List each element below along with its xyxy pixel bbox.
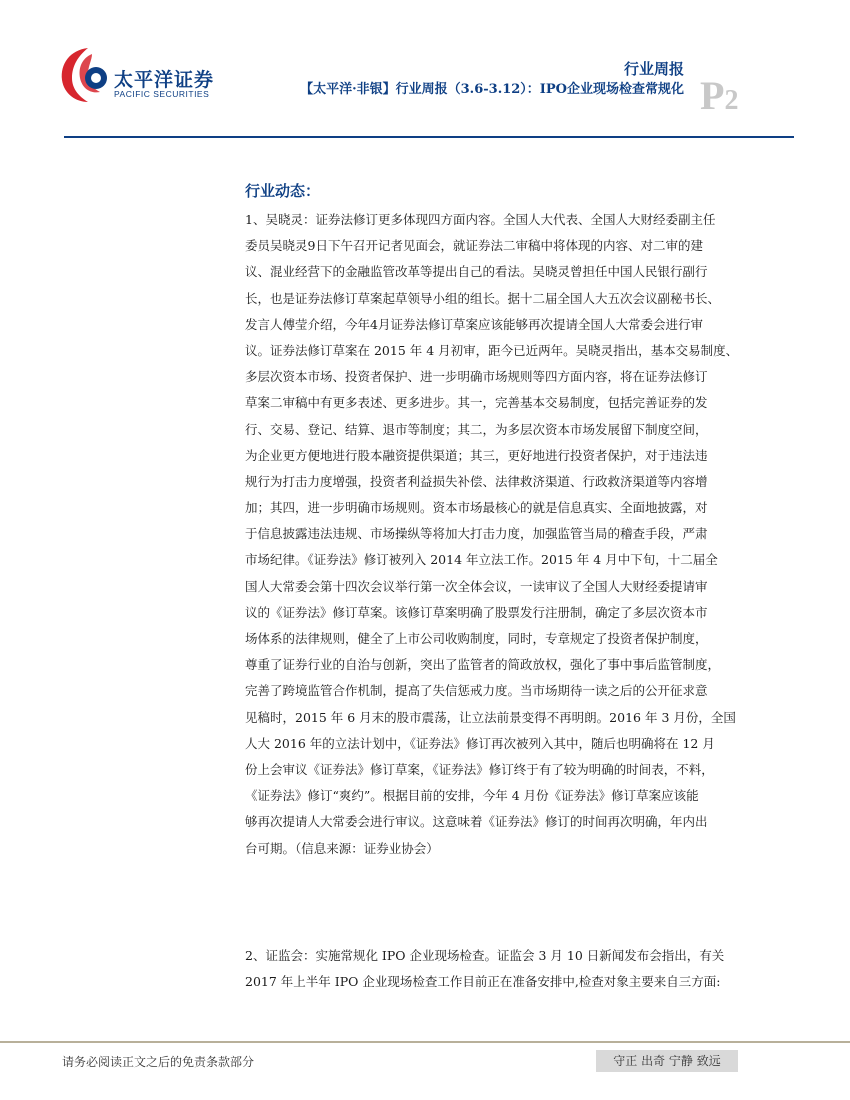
footer-disclaimer: 请务必阅读正文之后的免责条款部分	[62, 1055, 255, 1069]
logo-name-cn: 太平洋证券	[114, 69, 215, 91]
text-line: 长，也是证券法修订草案起草领导小组的组长。据十二届全国人大五次会议副秘书长、	[245, 290, 721, 306]
header-divider	[64, 136, 794, 138]
page-number	[700, 72, 738, 119]
text-line: 于信息披露违法违规、市场操纵等将加大打击力度，加强监管当局的稽查手段，严肃	[245, 526, 708, 542]
text-line: 份上会审议《证券法》修订草案，《证券法》修订终于有了较为明确的时间表，不料，	[245, 761, 714, 777]
text-line: 委员吴晓灵9日下午召开记者见面会，就证券法二审稿中将体现的内容、对二审的建	[245, 238, 703, 254]
text-line: 为企业更方便地进行股本融资提供渠道；其三，更好地进行投资者保护，对于违法违	[245, 447, 708, 463]
text-line: 草案二审稿中有更多表述、更多进步。其一，完善基本交易制度，包括完善证券的发	[245, 395, 708, 411]
text-line: 国人大常委会第十四次会议举行第一次全体会议，一读审议了全国人大财经委提请审	[245, 578, 708, 594]
text-line: 尊重了证券行业的自治与创新，突出了监管者的简政放权，强化了事中事后监管制度，	[245, 657, 721, 673]
text-line: 加；其四，进一步明确市场规则。资本市场最核心的就是信息真实、全面地披露，对	[245, 500, 708, 516]
paragraph-1	[245, 207, 738, 862]
text-line: 议。证券法修订草案在 2015 年 4 月初审，距今已近两年。吴晓灵指出，基本交易制度、	[245, 342, 739, 358]
text-line: 够再次提请人大常委会进行审议。这意味着《证券法》修订的时间再次明确，年内出	[245, 814, 708, 830]
text-line: 1、吴晓灵：证券法修订更多体现四方面内容。全国人大代表、全国人大财经委副主任	[245, 212, 716, 227]
report-title: 【太平洋·非银】行业周报（3.6-3.12）：IPO企业现场检查常规化	[300, 82, 684, 97]
text-line: 《证券法》修订“爽约”。根据目前的安排，今年 4 月份《证券法》修订草案应该能	[245, 788, 699, 804]
text-line: 行、交易、登记、结算、退市等制度；其二，为多层次资本市场发展留下制度空间，	[245, 421, 708, 437]
text-line: 完善了跨境监管合作机制，提高了失信惩戒力度。当市场期待一读之后的公开征求意	[245, 683, 708, 699]
page-number-prefix: P	[700, 73, 725, 118]
report-type: 行业周报	[623, 60, 684, 78]
text-line: 发言人傅莹介绍，今年4月证券法修订草案应该能够再次提请全国人大常委会进行审	[245, 316, 703, 332]
logo-name-en: PACIFIC SECURITIES	[114, 89, 210, 99]
text-line: 多层次资本市场、投资者保护、进一步明确市场规则等四方面内容，将在证券法修订	[245, 369, 708, 385]
page-number-value: 2	[724, 85, 739, 116]
text-line: 人大 2016 年的立法计划中，《证券法》修订再次被列入其中，随后也明确将在 12 月	[245, 735, 715, 751]
paragraph-2	[245, 943, 724, 995]
text-line: 见稿时，2015 年 6 月末的股市震荡，让立法前景变得不再明朗。2016 年 3 月份，全国	[245, 709, 736, 725]
text-line: 规行为打击力度增强，投资者利益损失补偿、法律救济渠道、行政救济渠道等内容增	[245, 473, 708, 489]
section-heading: 行业动态：	[245, 182, 321, 200]
text-line: 议、混业经营下的金融监管改革等提出自己的看法。吴晓灵曾担任中国人民银行副行	[245, 264, 708, 280]
text-line: 台可期。（信息来源：证券业协会）	[245, 840, 439, 856]
company-logo	[58, 44, 228, 106]
footer-divider	[0, 1041, 850, 1043]
text-line: 市场纪律。《证券法》修订被列入 2014 年立法工作。2015 年 4 月中下旬，十二届全	[245, 552, 718, 568]
footer-motto: 守正 出奇 宁静 致远	[596, 1050, 738, 1072]
text-line: 2、证监会：实施常规化 IPO 企业现场检查。证监会 3 月 10 日新闻发布会指出，有关	[245, 948, 725, 963]
text-line: 2017 年上半年 IPO 企业现场检查工作目前正在准备安排中,检查对象主要来自三方面:	[245, 974, 721, 990]
text-line: 场体系的法律规则，健全了上市公司收购制度，同时，专章规定了投资者保护制度，	[245, 631, 708, 646]
text-line: 议的《证券法》修订草案。该修订草案明确了股票发行注册制，确定了多层次资本市	[245, 604, 708, 620]
pacific-securities-logo-icon	[58, 44, 110, 106]
